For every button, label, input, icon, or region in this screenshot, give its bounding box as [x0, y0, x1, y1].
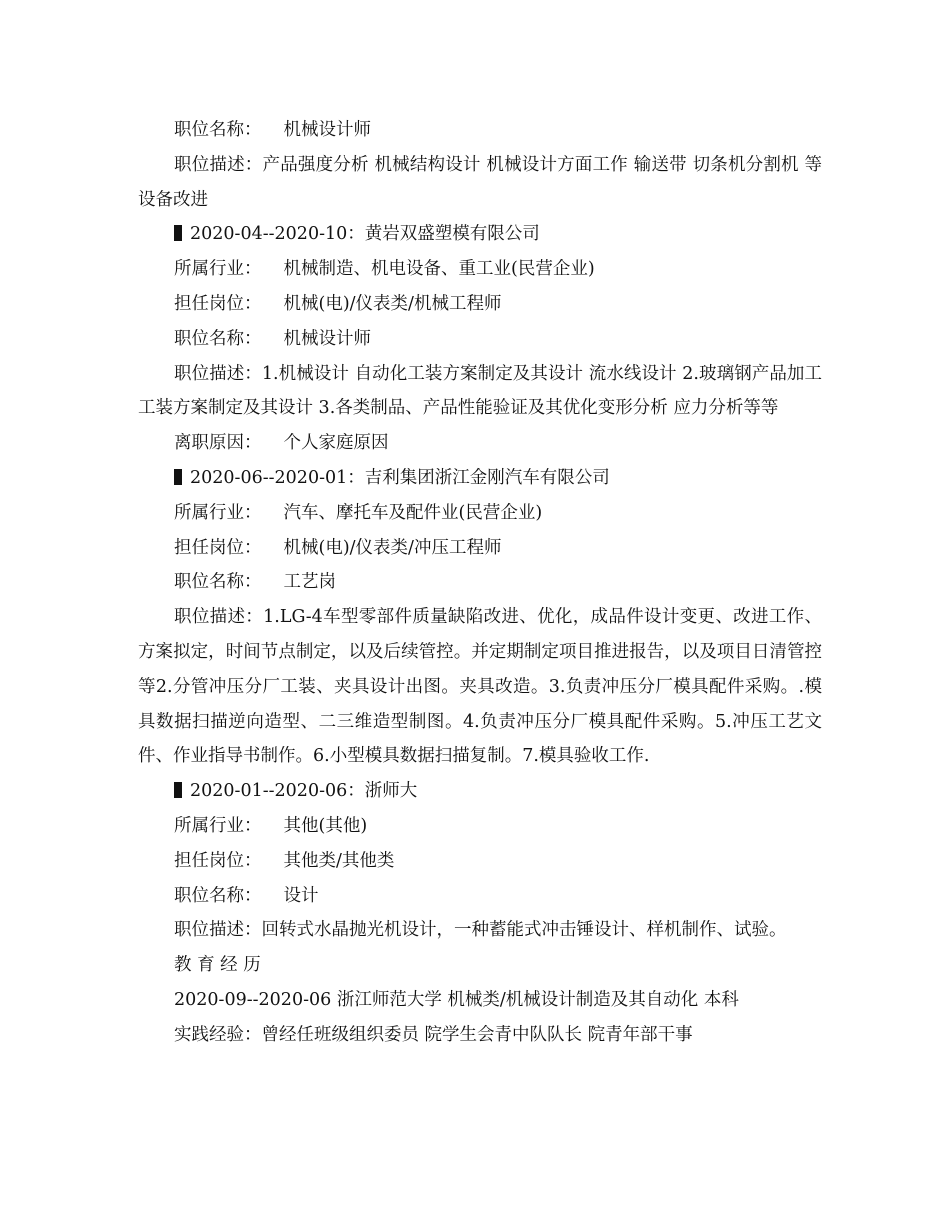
industry-line: 所属行业： 汽车、摩托车及配件业(民营企业) — [174, 502, 543, 523]
job-title-line: 职位名称： 机械设计师 — [174, 328, 371, 349]
position-line: 担任岗位： 其他类/其他类 — [174, 850, 395, 871]
position-line: 担任岗位： 机械(电)/仪表类/机械工程师 — [174, 293, 502, 314]
industry-line: 所属行业： 其他(其他) — [174, 815, 368, 836]
job-description-line: 职位描述：回转式水晶抛光机设计，一种蓄能式冲击锤设计、样机制作、试验。 — [174, 920, 787, 941]
job-header: 2020-04--2020-10：黄岩双盛塑模有限公司 — [138, 217, 822, 252]
bullet-square-icon — [174, 782, 182, 798]
job-description-line: 职位描述：1.LG-4车型零部件质量缺陷改进、优化，成品件设计变更、改进工作、方案拟定，时间节点制定，以及后续管控。并定期制定项目推进报告，以及项目日清管控等2.分管冲压分厂工装、夹具设计出图。夹具改造。3.负责冲压分厂模具配件采购。.模具数据扫描逆向造型、二三维造型制图。4.负责冲压分厂模具配件采购。5.冲压工艺文件、作业指导书制作。6.小型模具数据扫描复制。7.模具验收工作. — [138, 607, 822, 767]
resume-content — [138, 113, 822, 1053]
bullet-square-icon — [174, 469, 182, 485]
job-header: 2020-06--2020-01：吉利集团浙江金刚汽车有限公司 — [138, 461, 822, 496]
leave-reason-line: 离职原因： 个人家庭原因 — [174, 433, 389, 454]
position-line: 担任岗位： 机械(电)/仪表类/冲压工程师 — [174, 537, 502, 558]
job-description-line: 职位描述：1.机械设计 自动化工装方案制定及其设计 流水线设计 2.玻璃钢产品加工工装方案制定及其设计 3.各类制品、产品性能验证及其优化变形分析 应力分析等等 — [138, 363, 822, 419]
practice-experience-line: 实践经验：曾经任班级组织委员 院学生会青中队队长 院青年部干事 — [174, 1024, 693, 1045]
job-title-line: 职位名称： 机械设计师 — [174, 120, 371, 140]
job-title-line: 职位名称： 设计 — [174, 885, 319, 906]
industry-line: 所属行业： 机械制造、机电设备、重工业(民营企业) — [174, 259, 595, 280]
job-header: 2020-01--2020-06：浙师大 — [138, 774, 822, 809]
education-entry: 2020-09--2020-06 浙江师范大学 机械类/机械设计制造及其自动化 本科 — [174, 989, 739, 1010]
job-description-line: 职位描述：产品强度分析 机械结构设计 机械设计方面工作 输送带 切条机分割机 等设备改进 — [138, 154, 823, 210]
bullet-square-icon — [174, 225, 182, 241]
education-heading: 教 育 经 历 — [174, 955, 261, 976]
job-title-line: 职位名称： 工艺岗 — [174, 572, 336, 593]
